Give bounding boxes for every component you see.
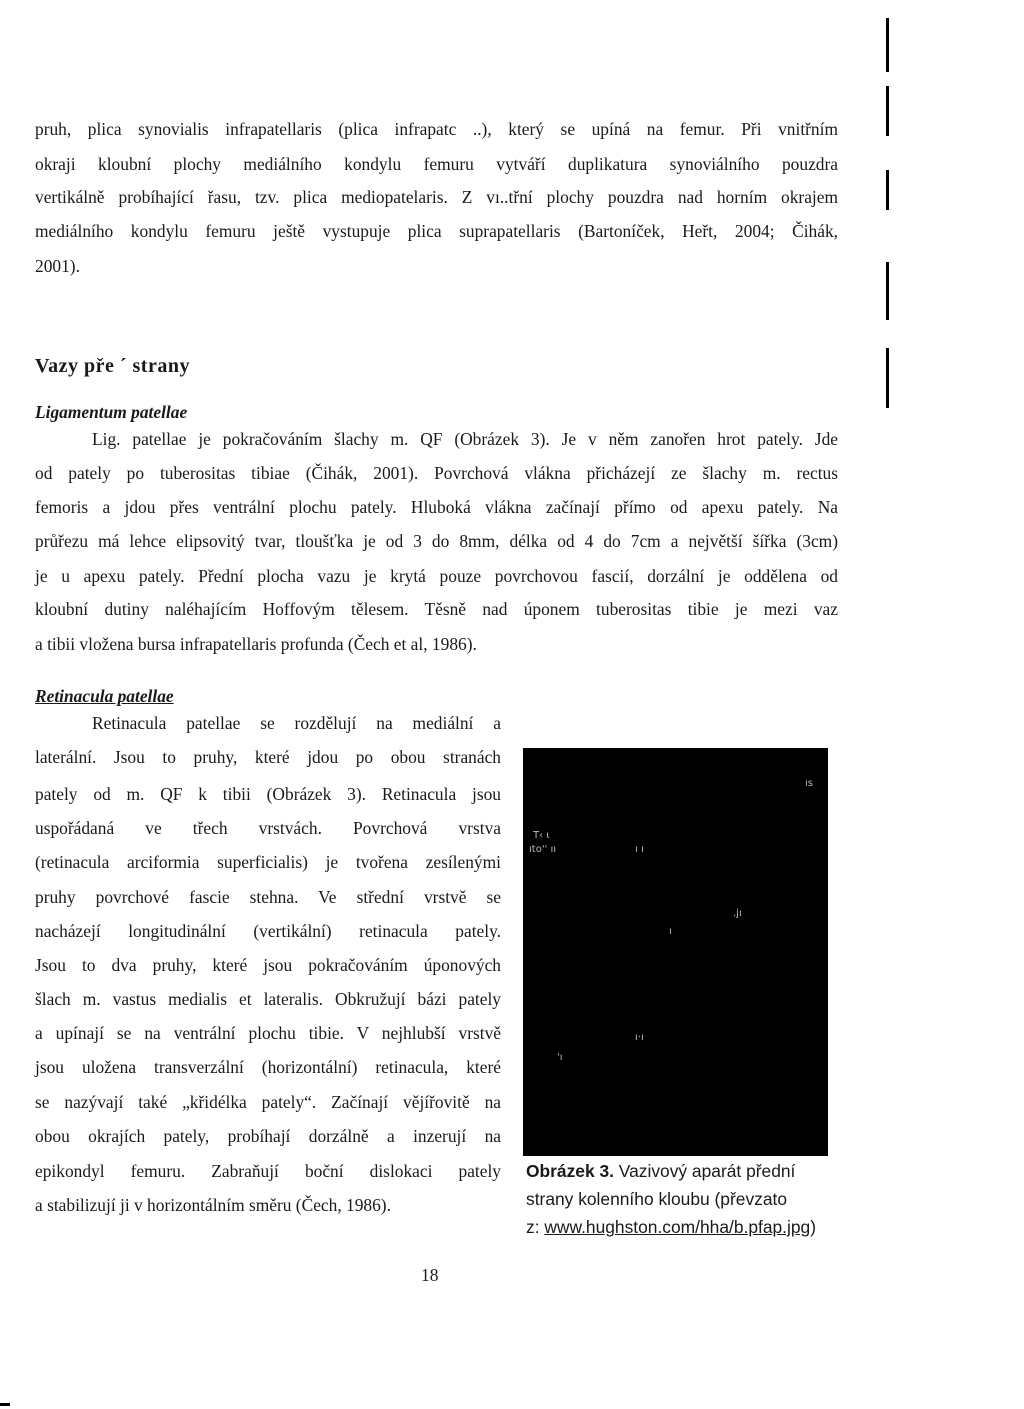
image-artifact-label: ı: [669, 926, 672, 937]
image-artifact-label: ıs: [805, 778, 813, 789]
retinacula-line: se nazývají také „křidélka pately“. Začínají vějířovitě na: [35, 1092, 501, 1112]
ligamentum-line: je u apexu pately. Přední plocha vazu je krytá pouze povrchovou fascií, dorzální je oddělena od: [35, 566, 838, 586]
retinacula-line: Retinacula patellae se rozdělují na mediální a: [92, 713, 501, 733]
retinacula-line: šlach m. vastus medialis et lateralis. Obkružují bázi pately: [35, 989, 501, 1009]
retinacula-line: a upínají se na ventrální plochu tibie. V nejhlubší vrstvě: [35, 1023, 501, 1043]
margin-bar: [886, 170, 889, 210]
image-artifact-label: ıto'' ıı: [529, 844, 557, 855]
intro-line: okraji kloubní plochy mediálního kondylu femuru vytváří duplikatura synoviálního pouzdra: [35, 154, 838, 174]
ligamentum-line: a tibii vložena bursa infrapatellaris profunda (Čech et al, 1986).: [35, 634, 477, 654]
intro-line: vertikálně probíhající řasu, tzv. plica mediopatelaris. Z vı..třní plochy pouzdra nad horním okrajem: [35, 187, 838, 207]
image-artifact-label: .jı: [733, 908, 742, 919]
caption-text: ): [810, 1217, 817, 1237]
retinacula-line: nacházejí longitudinální (vertikální) retinacula pately.: [35, 921, 501, 941]
retinacula-line: pately od m. QF k tibii (Obrázek 3). Retinacula jsou: [35, 784, 501, 804]
image-artifact-label: T‹ ι: [533, 830, 550, 841]
figure-caption: [526, 1157, 836, 1241]
ligamentum-line: od pately po tuberositas tibiae (Čihák, 2001). Povrchová vlákna přicházejí ze šlachy m. rectus: [35, 463, 838, 483]
margin-bar: [886, 348, 889, 408]
section-heading: Vazy pře ´ strany: [35, 355, 190, 377]
retinacula-heading: Retinacula patellae: [35, 686, 174, 706]
intro-line: 2001).: [35, 256, 80, 276]
ligamentum-line: kloubní dutiny naléhajícím Hoffovým tělesem. Těsně nad úponem tuberositas tibie je mezi vaz: [35, 599, 838, 619]
retinacula-line: uspořádaná ve třech vrstvách. Povrchová vrstva: [35, 818, 501, 838]
ligamentum-line: průřezu má lehce elipsovitý tvar, tloušťka je od 3 do 8mm, délka od 4 do 7cm a největší šířka (3cm): [35, 531, 838, 551]
retinacula-paragraph: [35, 0, 501, 1409]
retinacula-line: laterální. Jsou to pruhy, které jdou po obou stranách: [35, 747, 501, 767]
caption-text: z:: [526, 1217, 545, 1237]
retinacula-line: (retinacula arciformia superficialis) je tvořena zesílenými: [35, 852, 501, 872]
image-artifact-label: 'ı: [557, 1052, 563, 1063]
retinacula-line: epikondyl femuru. Zabraňují boční dislokaci pately: [35, 1161, 501, 1181]
caption-label: Obrázek 3.: [526, 1161, 614, 1181]
caption-text: strany kolenního kloubu (převzato: [526, 1189, 788, 1209]
image-artifact-label: ı ı: [635, 844, 644, 855]
retinacula-line: jsou uložena transverzální (horizontální) retinacula, které: [35, 1057, 501, 1077]
intro-line: mediálního kondylu femuru ještě vystupuje plica suprapatellaris (Bartoníček, Heřt, 2004; Čihák,: [35, 221, 838, 241]
margin-bar: [886, 262, 889, 320]
retinacula-line: obou okrajích pately, probíhají dorzálně a inzerují na: [35, 1126, 501, 1146]
corner-mark: [0, 1403, 10, 1406]
margin-bar: [886, 18, 889, 72]
ligamentum-line: femoris a jdou přes ventrální plochu pately. Hluboká vlákna začínají přímo od apexu pately. Na: [35, 497, 838, 517]
retinacula-line: a stabilizují ji v horizontálním směru (Čech, 1986).: [35, 1195, 391, 1215]
intro-line: pruh, plica synovialis infrapatellaris (plica infrapatc ..), který se upíná na femur. Při vnitřním: [35, 119, 838, 139]
caption-text: Vazivový aparát přední: [613, 1161, 796, 1181]
caption-link[interactable]: www.hughston.com/hha/b.pfap.jpg: [544, 1217, 811, 1237]
margin-bar: [886, 86, 889, 136]
knee-ligament-image: [523, 748, 828, 1156]
retinacula-line: Jsou to dva pruhy, které jsou pokračováním úponových: [35, 955, 501, 975]
ligamentum-heading: Ligamentum patellae: [35, 402, 188, 422]
image-artifact-label: ı·ı: [635, 1032, 644, 1043]
retinacula-line: pruhy povrchové fascie stehna. Ve střední vrstvě se: [35, 887, 501, 907]
page-number: 18: [421, 1265, 439, 1285]
ligamentum-line: Lig. patellae je pokračováním šlachy m. QF (Obrázek 3). Je v něm zanořen hrot pately. Jde: [92, 429, 838, 449]
